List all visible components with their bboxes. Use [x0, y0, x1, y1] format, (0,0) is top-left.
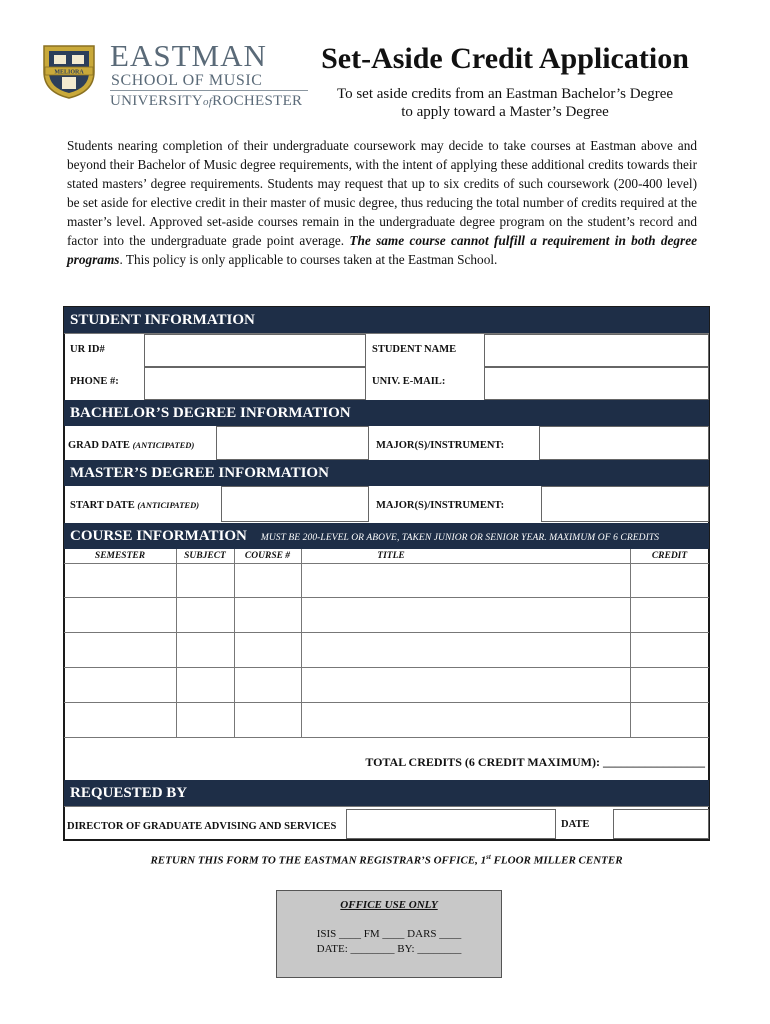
phone-label: PHONE #: — [70, 376, 119, 387]
start-date-label: START DATE (ANTICIPATED) — [70, 500, 200, 511]
office-use-box — [276, 890, 502, 978]
date-field[interactable] — [613, 809, 709, 839]
course-grid-line — [234, 549, 235, 737]
section-header-requested-by: REQUESTED BY — [64, 780, 709, 806]
section-header-bachelor: BACHELOR’S DEGREE INFORMATION — [64, 400, 709, 426]
grad-date-label: GRAD DATE (ANTICIPATED) — [68, 440, 195, 451]
logo-eastman-wordmark: EASTMAN — [110, 38, 267, 73]
section-header-course: COURSE INFORMATION MUST BE 200-LEVEL OR ABOVE, TAKEN JUNIOR OR SENIOR YEAR. MAXIMUM OF 6 CREDITS — [64, 523, 709, 549]
office-use-title: OFFICE USE ONLY — [340, 899, 438, 911]
page-subtitle: To set aside credits from an Eastman Bachelor’s Degree to apply toward a Master’s Degree — [336, 86, 674, 120]
email-field[interactable] — [484, 367, 709, 400]
office-use-date-by: DATE: ________ BY: ________ — [316, 943, 462, 955]
col-header-course-number: COURSE # — [244, 551, 291, 561]
page-title: Set-Aside Credit Application — [321, 42, 689, 75]
master-major-label: MAJOR(S)/INSTRUMENT: — [376, 500, 505, 511]
course-row-1-semester[interactable] — [65, 564, 175, 597]
course-grid-line — [301, 549, 302, 737]
university-seal-logo — [40, 42, 98, 100]
total-credits-label: TOTAL CREDITS (6 CREDIT MAXIMUM): _________________ — [365, 755, 705, 769]
office-use-codes: ISIS ____ FM ____ DARS ____ — [316, 928, 462, 940]
director-label: DIRECTOR OF GRADUATE ADVISING AND SERVICES — [67, 821, 337, 832]
start-date-field[interactable] — [221, 486, 369, 522]
bachelor-major-field[interactable] — [539, 426, 709, 460]
course-grid-line — [64, 737, 709, 738]
director-signature-field[interactable] — [346, 809, 556, 839]
col-header-title: TITLE — [377, 551, 405, 561]
student-name-label: STUDENT NAME — [372, 344, 457, 355]
phone-field[interactable] — [144, 367, 366, 400]
bachelor-major-label: MAJOR(S)/INSTRUMENT: — [376, 440, 505, 451]
course-requirement-note: MUST BE 200-LEVEL OR ABOVE, TAKEN JUNIOR OR SENIOR YEAR. MAXIMUM OF 6 CREDITS — [260, 533, 660, 543]
intro-paragraph: Students nearing completion of their undergraduate coursework may decide to take courses at Eastman above and beyond their Bachelor of Music degree requirements, with the intent of applying these additional credits towards their stated masters’ degree requirements. Students may request that up to six credits of such coursework (200-400 level) be set aside for elective credit in their master of music degree, thus reducing the total number of credits required at the master’s level. Approved set-aside courses remain in the undergraduate degree program on the student’s record and factor into the undergraduate grade point average. The same course cannot fulfill a requirement in both degree programs. This policy is only applicable to courses taken at the Eastman School. — [67, 138, 698, 267]
logo-school-of-music: SCHOOL OF MUSIC — [111, 72, 263, 89]
logo-divider — [110, 90, 308, 91]
student-name-field[interactable] — [484, 334, 709, 367]
return-instructions: RETURN THIS FORM TO THE EASTMAN REGISTRAR’S OFFICE, 1st FLOOR MILLER CENTER — [150, 853, 623, 867]
section-header-student: STUDENT INFORMATION — [64, 307, 709, 333]
ur-id-label: UR ID# — [70, 344, 105, 355]
course-row-3-semester[interactable] — [65, 633, 175, 666]
col-header-credit: CREDIT — [651, 551, 688, 561]
ur-id-field[interactable] — [144, 334, 366, 367]
col-header-semester: SEMESTER — [94, 551, 146, 561]
course-grid-line — [176, 549, 177, 737]
svg-text:MELIORA: MELIORA — [54, 69, 84, 76]
master-major-field[interactable] — [541, 486, 709, 522]
course-grid-line — [630, 549, 631, 737]
course-row-5-semester[interactable] — [65, 703, 175, 736]
course-row-2-semester[interactable] — [65, 598, 175, 631]
grad-date-field[interactable] — [216, 426, 369, 460]
logo-university: UNIVERSITYofROCHESTER — [110, 93, 303, 109]
course-row-4-semester[interactable] — [65, 668, 175, 701]
section-header-master: MASTER’S DEGREE INFORMATION — [64, 460, 709, 486]
col-header-subject: SUBJECT — [184, 551, 226, 561]
email-label: UNIV. E-MAIL: — [372, 376, 446, 387]
row-divider — [64, 806, 709, 807]
date-label: DATE — [561, 819, 590, 830]
